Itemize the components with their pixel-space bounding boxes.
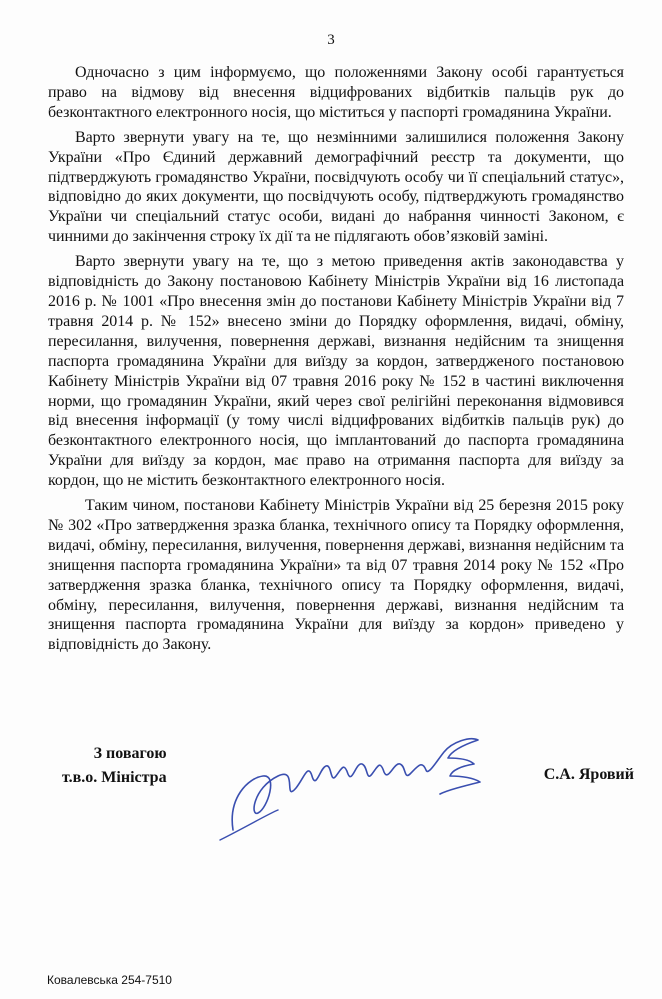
signature-icon bbox=[208, 718, 508, 848]
closing-block bbox=[62, 742, 167, 790]
paragraph-2: Варто звернути увагу на те, що незмінними залишилися положення Закону України «Про Єдиний державний демографічний реєстр та документи, що підтверджують громадянство України, посвідчують особу чи її спеціальний статус», відповідно до яких документи, що посвідчують особу, підтверджують громадянство України чи спеціальний статус особи, видані до набрання чинності Законом, є чинними до закінчення строку їх дії та не підлягають обов’язковій заміні. bbox=[48, 128, 624, 246]
paragraph-1: Одночасно з цим інформуємо, що положеннями Закону особі гарантується право на відмову від внесення відцифрованих відбитків пальців рук до безконтактного електронного носія, що міститься у паспорті громадянина України. bbox=[48, 64, 624, 121]
letter-body bbox=[48, 63, 624, 660]
signatory-name: С.А. Яровий bbox=[543, 766, 634, 783]
signer-title: т.в.о. Міністра bbox=[62, 769, 167, 786]
executor-note: Ковалевська 254-7510 bbox=[47, 973, 172, 987]
paragraph-3: Варто звернути увагу на те, що з метою приведення актів законодавства у відповідність до Закону постановою Кабінету Міністрів України від 16 листопада 2016 р. № 1001 «Про внесення змін до постанови Кабінету Міністрів України від 7 травня 2014 р. № 152» внесено зміни до Порядку оформлення, видачі, обміну, пересилання, вилучення, повернення державі, визнання недійсним та знищення паспорта громадянина України для виїзду за кордон, затвердженого постановою Кабінету Міністрів України від 07 травня 2016 року № 152 в частині виключення норми, що громадянин України, який через свої релігійні переконання відмовився від внесення інформації (у тому числі відцифрованих відбитків пальців рук) до безконтактного електронного носія, що імплантований до паспорта громадянина України для виїзду за кордон, має право на отримання паспорта для виїзду за кордон, що не містить безконтактного електронного носія. bbox=[48, 253, 624, 490]
signature-underline bbox=[220, 810, 278, 840]
closing-salutation: З повагою bbox=[93, 745, 167, 762]
signature-stroke bbox=[232, 739, 480, 830]
page-number: 3 bbox=[327, 32, 335, 48]
paragraph-4: Таким чином, постанови Кабінету Міністрів України від 25 березня 2015 року № 302 «Про затвердження зразка бланка, технічного опису та Порядку оформлення, видачі, обміну, пересилання, вилучення, повернення державі, визнання недійсним та знищення паспорта громадянина України» та від 07 травня 2014 року № 152 «Про затвердження зразка бланка, технічного опису та Порядку оформлення, видачі, обміну, пересилання, вилучення, повернення державі, визнання недійсним та знищення паспорта громадянина України для виїзду за кордон» приведено у відповідність до Закону. bbox=[48, 497, 624, 654]
